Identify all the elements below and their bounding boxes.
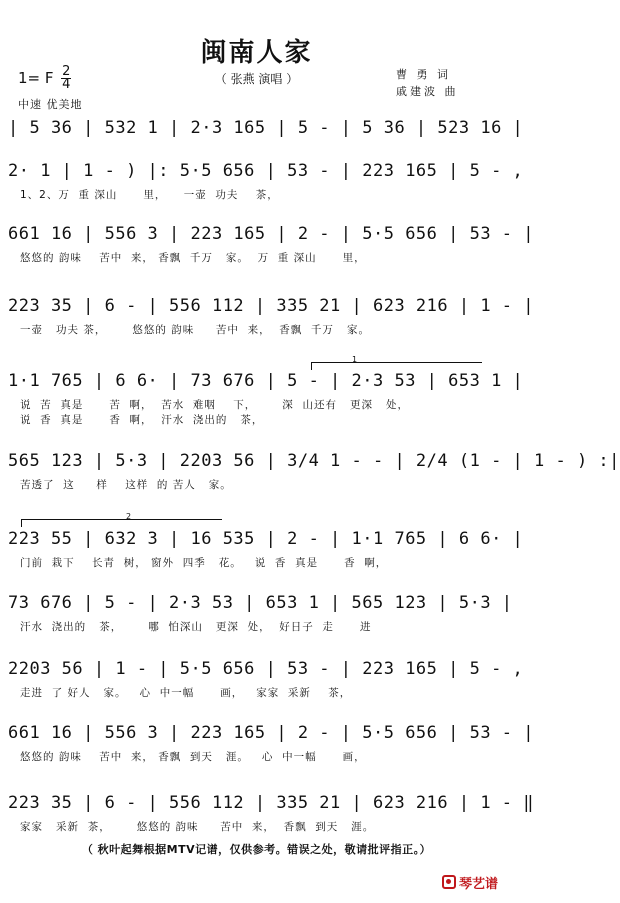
footer-note: （ 秋叶起舞根据MTV记谱，仅供参考。错误之处，敬请批评指正。） (81, 843, 432, 856)
notation-line: 73 676 | 5 - | 2·3 53 | 653 1 | 565 123 | 5·3 | (8, 593, 513, 613)
second-ending-bracket (22, 519, 222, 520)
performer-subtitle: （ 张燕 演唱 ） (214, 72, 299, 86)
first-ending-bracket (312, 362, 482, 363)
notation-line: 2203 56 | 1 - | 5·5 656 | 53 - | 223 165 | 5 - , (8, 659, 524, 679)
lyric-line: 1、2、万 重 深山 里， 一壶 功夫 茶， (20, 189, 279, 201)
credits (396, 66, 459, 100)
time-top: 2 (62, 64, 71, 79)
site-logo[interactable] (442, 872, 506, 892)
lyric-line: 汗水 浇出的 茶， 哪 怕深山 更深 处， 好日子 走 进 (20, 621, 372, 633)
lyric-line: 悠悠的 韵味 苦中 来， 香飘 千万 家。 万 重 深山 里， (20, 252, 366, 264)
time-bottom: 4 (62, 77, 71, 92)
notation-line: 223 55 | 632 3 | 16 535 | 2 - | 1·1 765 | 6 6· | (8, 529, 524, 549)
lyricist-credit: 曹 勇 词 (396, 68, 451, 81)
lyric-line: 苦透了 这 样 这样 的 苦人 家。 (20, 479, 232, 491)
notation-line: 223 35 | 6 - | 556 112 | 335 21 | 623 216 | 1 - | (8, 296, 535, 316)
song-title: 闽南人家 (200, 38, 313, 68)
notation-line: 661 16 | 556 3 | 223 165 | 2 - | 5·5 656 | 53 - | (8, 723, 535, 743)
time-signature (61, 66, 71, 91)
first-ending-number: 1 (352, 355, 358, 364)
tempo-marking: 中速 优美地 (18, 98, 83, 111)
key-signature (18, 66, 71, 91)
notation-line: 661 16 | 556 3 | 223 165 | 2 - | 5·5 656 | 53 - | (8, 224, 535, 244)
logo-icon (442, 875, 456, 889)
lyric-line: 家家 采新 茶， 悠悠的 韵味 苦中 来， 香飘 到天 涯。 (20, 821, 375, 833)
lyric-line: 门前 栽下 长青 树， 窗外 四季 花。 说 香 真是 香 啊， (20, 557, 388, 569)
lyric-line: 说 香 真是 香 啊， 汗水 浇出的 茶， (20, 414, 264, 426)
notation-line: 223 35 | 6 - | 556 112 | 335 21 | 623 216 | 1 - ‖ (8, 793, 535, 813)
notation-line: | 5 36 | 532 1 | 2·3 165 | 5 - | 5 36 | 523 16 | (8, 118, 524, 138)
key-label: 1= F (18, 69, 54, 87)
lyric-line: 一壶 功夫 茶， 悠悠的 韵味 苦中 来， 香飘 千万 家。 (20, 324, 370, 336)
lyric-line: 说 苦 真是 苦 啊， 苦水 难咽 下， 深 山还有 更深 处， (20, 399, 409, 411)
second-ending-number: 2 (126, 512, 132, 521)
composer-credit: 戚建波 曲 (396, 85, 459, 98)
lyric-line: 悠悠的 韵味 苦中 来， 香飘 到天 涯。 心 中一幅 画， (20, 751, 366, 763)
notation-line: 565 123 | 5·3 | 2203 56 | 3/4 1 - - | 2/4 (1 - | 1 - ) :| (8, 451, 620, 471)
notation-line: 2· 1 | 1 - ) |: 5·5 656 | 53 - | 223 165 | 5 - , (8, 161, 524, 181)
lyric-line: 走进 了 好人 家。 心 中一幅 画， 家家 采新 茶， (20, 687, 352, 699)
logo-text: 琴艺谱 (459, 876, 499, 892)
notation-line: 1·1 765 | 6 6· | 73 676 | 5 - | 2·3 53 | 653 1 | (8, 371, 524, 391)
